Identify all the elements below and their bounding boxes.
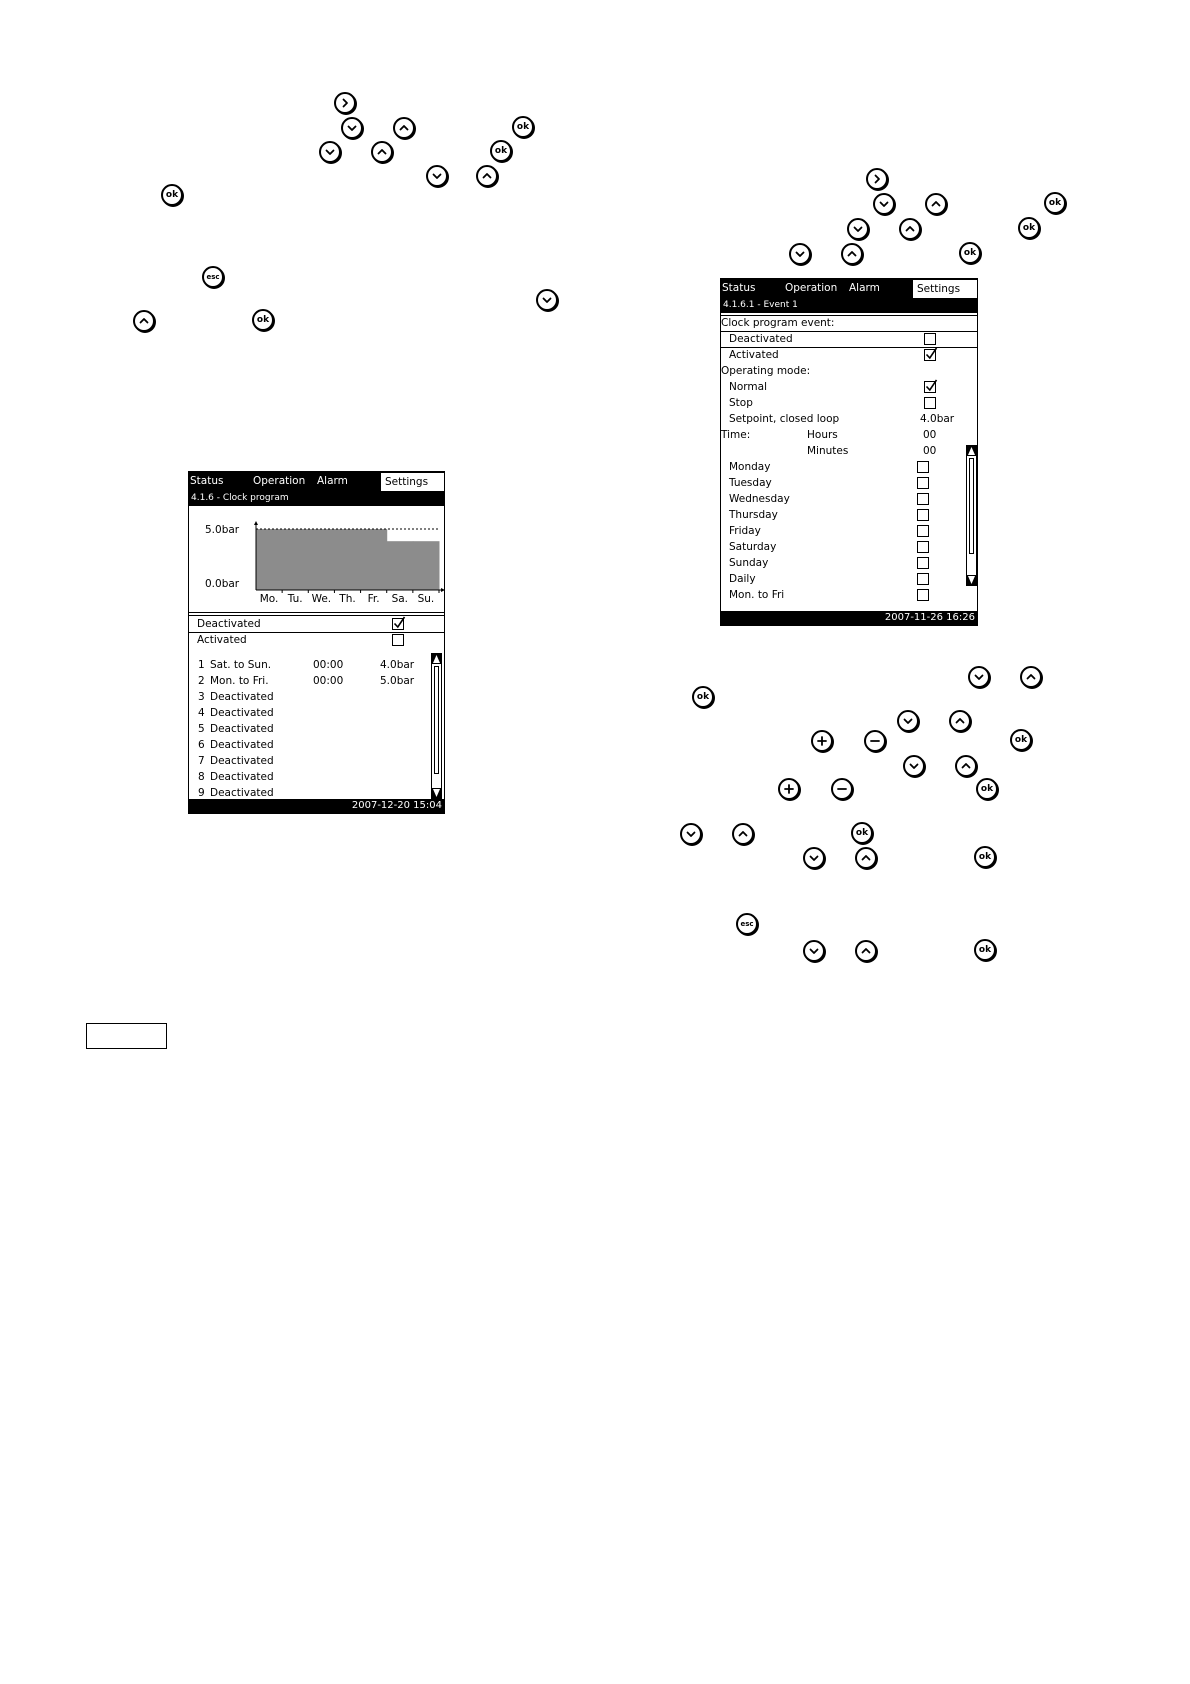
day-checkbox[interactable] [917,493,929,505]
down-arrow-icon [973,671,985,683]
chart-bar [282,529,309,590]
event-name[interactable]: Deactivated [210,707,274,719]
down-arrow-button[interactable] [968,666,990,688]
status-footer: 2007-12-20 15:04 [189,799,444,813]
event-name[interactable]: Deactivated [210,771,274,783]
day-checkbox[interactable] [917,557,929,569]
event-number: 9 [198,787,205,799]
tab-settings[interactable]: Settings [381,473,445,491]
chart-x-label: Fr. [367,593,380,605]
ok-key-label: ok [516,121,530,132]
down-arrow-icon [878,198,890,210]
scroll-up-icon[interactable] [967,446,976,456]
ok-button[interactable] [161,184,183,206]
mode-normal-checkbox[interactable] [924,381,936,393]
scrollbar[interactable] [966,445,977,586]
scroll-up-icon[interactable] [432,654,441,664]
time-label: Time: [721,429,751,441]
plus-button[interactable] [778,778,800,800]
down-arrow-button[interactable] [897,710,919,732]
event-activated-label: Activated [729,349,779,361]
up-arrow-button[interactable] [899,218,921,240]
up-arrow-button[interactable] [1020,666,1042,688]
down-arrow-icon [808,852,820,864]
event-screen [720,278,978,626]
event-number: 7 [198,755,205,767]
hours-value[interactable]: 00 [923,429,937,441]
esc-key-label: esc [206,272,220,281]
down-arrow-icon [902,715,914,727]
tab-alarm[interactable]: Alarm [317,475,348,487]
ok-key-label: ok [1014,734,1028,745]
mode-heading: Operating mode: [721,365,811,377]
ok-key-label: ok [1048,197,1062,208]
ok-key-label: ok [165,189,179,200]
up-arrow-button[interactable] [133,310,155,332]
event-activated-checkbox[interactable] [924,349,936,361]
minus-icon [869,735,881,747]
ok-key-label: ok [696,691,710,702]
chart-bar [387,541,414,590]
ok-button[interactable] [1044,192,1066,214]
day-label: Sunday [729,557,769,569]
day-checkbox[interactable] [917,509,929,521]
esc-button[interactable] [202,266,224,288]
chart-y-label: 0.0bar [205,578,240,590]
plus-icon [816,735,828,747]
day-checkbox[interactable] [917,541,929,553]
chart-bar [361,529,388,590]
chart-bar [308,529,335,590]
breadcrumb: 4.1.6 - Clock program [189,491,444,506]
down-arrow-button[interactable] [319,141,341,163]
day-label: Daily [729,573,756,585]
ok-button[interactable] [976,778,998,800]
up-arrow-button[interactable] [949,710,971,732]
setpoint-value[interactable]: 4.0bar [920,413,955,425]
clock-program-chart [189,509,444,609]
up-arrow-icon [930,198,942,210]
breadcrumb: 4.1.6.1 - Event 1 [721,298,977,313]
down-arrow-button[interactable] [536,289,558,311]
up-arrow-button[interactable] [476,165,498,187]
day-label: Wednesday [729,493,790,505]
ok-key-label: ok [963,247,977,258]
down-arrow-icon [685,828,697,840]
event-setpoint: 5.0bar [380,675,415,687]
chart-x-label: Sa. [391,593,409,605]
day-label: Thursday [729,509,778,521]
minus-button[interactable] [864,730,886,752]
ok-key-label: ok [978,944,992,955]
up-arrow-icon [376,146,388,158]
tab-status[interactable]: Status [722,282,756,294]
down-arrow-button[interactable] [789,243,811,265]
up-arrow-icon [138,315,150,327]
up-arrow-button[interactable] [855,847,877,869]
event-name[interactable]: Deactivated [210,739,274,751]
day-label: Monday [729,461,771,473]
tab-status[interactable]: Status [190,475,224,487]
option-deactivated-checkbox[interactable] [392,618,404,630]
plus-icon [783,783,795,795]
option-activated-checkbox[interactable] [392,634,404,646]
up-arrow-icon [954,715,966,727]
day-checkbox[interactable] [917,589,929,601]
event-name[interactable]: Sat. to Sun. [210,659,272,671]
minus-icon [836,783,848,795]
chart-x-arrow-icon [441,588,444,592]
ok-key-label: ok [1022,222,1036,233]
down-arrow-icon [908,760,920,772]
event-number: 4 [198,707,205,719]
checkmark-icon [925,347,938,360]
down-arrow-icon [541,294,553,306]
ok-button[interactable] [1010,729,1032,751]
right-arrow-button[interactable] [866,168,888,190]
chart-bar [256,529,283,590]
minutes-label: Minutes [807,445,849,457]
scroll-thumb[interactable] [434,666,439,774]
status-footer: 2007-11-26 16:26 [721,611,977,625]
ok-button[interactable] [1018,217,1040,239]
down-arrow-button[interactable] [803,847,825,869]
down-arrow-icon [324,146,336,158]
up-arrow-button[interactable] [732,823,754,845]
tab-operation[interactable]: Operation [785,282,838,294]
up-arrow-icon [860,945,872,957]
esc-button[interactable] [736,913,758,935]
chart-x-label: Tu. [287,593,303,605]
up-arrow-button[interactable] [371,141,393,163]
chart-bar [334,529,361,590]
ok-key-label: ok [978,851,992,862]
chart-x-label: We. [311,593,332,605]
minutes-value[interactable]: 00 [923,445,937,457]
chart-y-label: 5.0bar [205,524,240,536]
up-arrow-icon [1025,671,1037,683]
up-arrow-button[interactable] [925,193,947,215]
ok-key-label: ok [256,314,270,325]
day-label: Saturday [729,541,777,553]
ok-button[interactable] [974,846,996,868]
right-arrow-button[interactable] [334,92,356,114]
down-arrow-button[interactable] [341,117,363,139]
day-checkbox[interactable] [917,477,929,489]
ok-button[interactable] [252,309,274,331]
chart-x-label: Mo. [259,593,279,605]
event-name[interactable]: Deactivated [210,787,274,799]
ok-key-label: ok [980,783,994,794]
event-heading: Clock program event: [721,317,835,329]
event-number: 5 [198,723,205,735]
day-checkbox[interactable] [917,461,929,473]
event-deactivated-checkbox[interactable] [924,333,936,345]
day-checkbox[interactable] [917,525,929,537]
event-deactivated-label: Deactivated [729,333,793,345]
down-arrow-icon [431,170,443,182]
up-arrow-button[interactable] [841,243,863,265]
event-time: 00:00 [313,675,344,687]
tab-bar [189,472,444,491]
hours-label: Hours [807,429,838,441]
ok-button[interactable] [974,939,996,961]
chart-x-label: Th. [339,593,356,605]
up-arrow-icon [846,248,858,260]
day-label: Friday [729,525,761,537]
event-number: 3 [198,691,205,703]
up-arrow-icon [398,122,410,134]
day-checkbox[interactable] [917,573,929,585]
ok-button[interactable] [490,140,512,162]
divider [189,612,444,613]
ok-button[interactable] [512,116,534,138]
down-arrow-icon [346,122,358,134]
checkmark-icon [393,616,406,629]
chart-y-arrow-icon [254,521,258,525]
ok-button[interactable] [851,822,873,844]
event-name[interactable]: Deactivated [210,755,274,767]
minus-button[interactable] [831,778,853,800]
down-arrow-button[interactable] [680,823,702,845]
ok-key-label: ok [855,827,869,838]
up-arrow-button[interactable] [855,940,877,962]
up-arrow-button[interactable] [955,755,977,777]
down-arrow-icon [852,223,864,235]
up-arrow-button[interactable] [393,117,415,139]
option-activated-label: Activated [197,634,247,646]
event-number: 6 [198,739,205,751]
day-label: Mon. to Fri [729,589,785,601]
day-label: Tuesday [729,477,772,489]
down-arrow-icon [794,248,806,260]
up-arrow-icon [904,223,916,235]
clock-program-screen [188,471,445,814]
down-arrow-icon [808,945,820,957]
tab-settings[interactable]: Settings [913,280,978,298]
up-arrow-icon [481,170,493,182]
event-number: 1 [198,659,205,671]
right-arrow-icon [871,173,883,185]
scrollbar[interactable] [431,653,442,799]
event-number: 2 [198,675,205,687]
tab-operation[interactable]: Operation [253,475,306,487]
mode-stop-label: Stop [729,397,753,409]
scroll-thumb[interactable] [969,458,974,554]
mode-stop-checkbox[interactable] [924,397,936,409]
setpoint-label: Setpoint, closed loop [729,413,840,425]
event-name[interactable]: Deactivated [210,723,274,735]
event-name[interactable]: Deactivated [210,691,274,703]
up-arrow-icon [737,828,749,840]
up-arrow-icon [860,852,872,864]
right-arrow-icon [339,97,351,109]
scroll-down-icon[interactable] [967,575,976,585]
esc-key-label: esc [740,919,754,928]
chart-bar [413,541,440,590]
blank-label-box [86,1023,167,1049]
ok-button[interactable] [959,242,981,264]
chart-x-label: Su. [417,593,435,605]
event-time: 00:00 [313,659,344,671]
event-name[interactable]: Mon. to Fri. [210,675,269,687]
down-arrow-button[interactable] [903,755,925,777]
ok-button[interactable] [692,686,714,708]
event-number: 8 [198,771,205,783]
up-arrow-icon [960,760,972,772]
ok-key-label: ok [494,145,508,156]
scroll-down-icon[interactable] [432,788,441,798]
option-deactivated-label: Deactivated [197,618,261,630]
plus-button[interactable] [811,730,833,752]
tab-bar [721,279,977,298]
down-arrow-button[interactable] [426,165,448,187]
mode-normal-label: Normal [729,381,767,393]
down-arrow-button[interactable] [873,193,895,215]
down-arrow-button[interactable] [847,218,869,240]
tab-alarm[interactable]: Alarm [849,282,880,294]
down-arrow-button[interactable] [803,940,825,962]
checkmark-icon [925,379,938,392]
event-setpoint: 4.0bar [380,659,415,671]
